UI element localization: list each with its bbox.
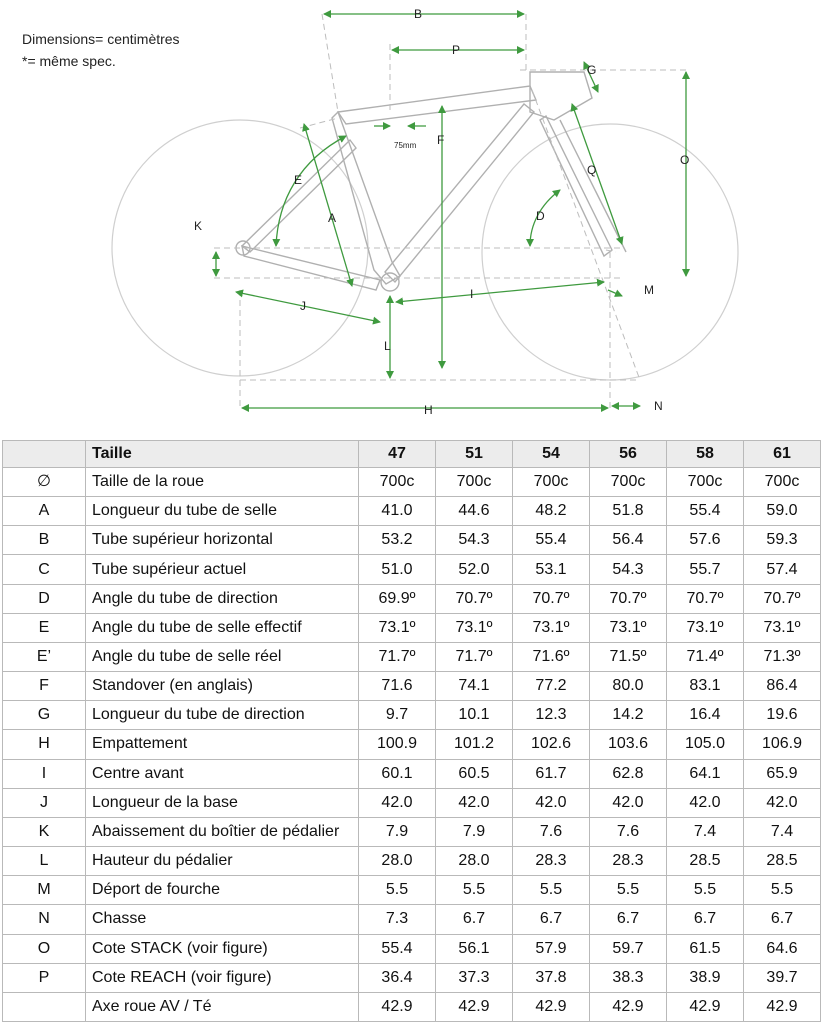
- header-label: Taille: [86, 441, 359, 468]
- row-value: 9.7: [359, 701, 436, 730]
- row-label: Centre avant: [86, 759, 359, 788]
- row-value: 28.3: [513, 847, 590, 876]
- row-value: 44.6: [436, 497, 513, 526]
- table-row: [3, 701, 821, 730]
- row-value: 6.7: [744, 905, 821, 934]
- row-code: [3, 992, 86, 1021]
- header-size: 56: [590, 441, 667, 468]
- row-label: Standover (en anglais): [86, 672, 359, 701]
- row-value: 65.9: [744, 759, 821, 788]
- row-label: Axe roue AV / Té: [86, 992, 359, 1021]
- label-m: M: [644, 283, 654, 297]
- row-value: 102.6: [513, 730, 590, 759]
- row-value: 71.3º: [744, 642, 821, 671]
- row-value: 69.9º: [359, 584, 436, 613]
- row-code: K: [3, 817, 86, 846]
- row-value: 73.1º: [590, 613, 667, 642]
- label-a: A: [328, 211, 337, 225]
- table-row: [3, 788, 821, 817]
- row-value: 7.6: [513, 817, 590, 846]
- row-value: 5.5: [744, 876, 821, 905]
- bike-geometry-diagram: [0, 0, 821, 430]
- label-k: K: [194, 219, 203, 233]
- row-value: 60.5: [436, 759, 513, 788]
- row-value: 6.7: [590, 905, 667, 934]
- row-value: 59.3: [744, 526, 821, 555]
- row-value: 5.5: [667, 876, 744, 905]
- row-value: 70.7º: [744, 584, 821, 613]
- row-value: 73.1º: [436, 613, 513, 642]
- table-header-row: [3, 441, 821, 468]
- row-value: 5.5: [513, 876, 590, 905]
- row-value: 36.4: [359, 963, 436, 992]
- row-value: 42.9: [513, 992, 590, 1021]
- row-label: Empattement: [86, 730, 359, 759]
- geometry-table: [2, 440, 821, 1022]
- row-code: E’: [3, 642, 86, 671]
- row-label: Angle du tube de selle réel: [86, 642, 359, 671]
- row-label: Angle du tube de selle effectif: [86, 613, 359, 642]
- row-code: E: [3, 613, 86, 642]
- label-f: F: [437, 133, 445, 147]
- row-value: 86.4: [744, 672, 821, 701]
- row-value: 64.1: [667, 759, 744, 788]
- row-value: 5.5: [590, 876, 667, 905]
- row-value: 73.1º: [513, 613, 590, 642]
- row-value: 74.1: [436, 672, 513, 701]
- row-value: 42.0: [513, 788, 590, 817]
- row-code: N: [3, 905, 86, 934]
- row-value: 14.2: [590, 701, 667, 730]
- label-q: Q: [587, 163, 597, 177]
- row-value: 57.9: [513, 934, 590, 963]
- row-value: 73.1º: [744, 613, 821, 642]
- row-code: J: [3, 788, 86, 817]
- row-value: 59.0: [744, 497, 821, 526]
- row-value: 12.3: [513, 701, 590, 730]
- header-size: 54: [513, 441, 590, 468]
- row-value: 41.0: [359, 497, 436, 526]
- row-value: 28.3: [590, 847, 667, 876]
- label-h: H: [424, 403, 433, 417]
- row-value: 55.4: [513, 526, 590, 555]
- label-j: J: [300, 299, 306, 313]
- row-code: D: [3, 584, 86, 613]
- row-value: 700c: [667, 468, 744, 497]
- row-value: 70.7º: [436, 584, 513, 613]
- row-value: 61.5: [667, 934, 744, 963]
- row-value: 80.0: [590, 672, 667, 701]
- label-e: E: [294, 173, 303, 187]
- row-label: Longueur du tube de direction: [86, 701, 359, 730]
- row-value: 7.4: [667, 817, 744, 846]
- row-value: 42.0: [744, 788, 821, 817]
- row-label: Longueur de la base: [86, 788, 359, 817]
- row-value: 83.1: [667, 672, 744, 701]
- dim-d-arc: [530, 190, 560, 246]
- row-code: L: [3, 847, 86, 876]
- row-code: C: [3, 555, 86, 584]
- row-value: 55.4: [667, 497, 744, 526]
- table-row: [3, 468, 821, 497]
- row-value: 53.1: [513, 555, 590, 584]
- row-value: 42.9: [359, 992, 436, 1021]
- row-value: 71.7º: [436, 642, 513, 671]
- row-value: 100.9: [359, 730, 436, 759]
- table-row: [3, 876, 821, 905]
- row-code: A: [3, 497, 86, 526]
- row-value: 16.4: [667, 701, 744, 730]
- row-value: 71.4º: [667, 642, 744, 671]
- row-value: 73.1º: [667, 613, 744, 642]
- header-size: 51: [436, 441, 513, 468]
- row-value: 42.9: [667, 992, 744, 1021]
- row-value: 5.5: [436, 876, 513, 905]
- row-value: 71.6: [359, 672, 436, 701]
- row-value: 38.9: [667, 963, 744, 992]
- row-label: Chasse: [86, 905, 359, 934]
- dim-a-arrow: [304, 124, 352, 286]
- row-code: ∅: [3, 468, 86, 497]
- row-code: H: [3, 730, 86, 759]
- row-value: 70.7º: [590, 584, 667, 613]
- row-value: 60.1: [359, 759, 436, 788]
- row-value: 56.1: [436, 934, 513, 963]
- row-value: 51.8: [590, 497, 667, 526]
- table-row: [3, 847, 821, 876]
- row-value: 64.6: [744, 934, 821, 963]
- row-value: 70.7º: [667, 584, 744, 613]
- label-g: G: [587, 63, 597, 77]
- row-value: 6.7: [436, 905, 513, 934]
- row-value: 42.0: [359, 788, 436, 817]
- header-size: 58: [667, 441, 744, 468]
- table-row: [3, 584, 821, 613]
- same-spec-note: *= même spec.: [22, 53, 116, 69]
- row-value: 56.4: [590, 526, 667, 555]
- label-n: N: [654, 399, 663, 413]
- row-value: 39.7: [744, 963, 821, 992]
- row-value: 28.0: [359, 847, 436, 876]
- table-row: [3, 730, 821, 759]
- row-value: 7.6: [590, 817, 667, 846]
- row-value: 42.0: [436, 788, 513, 817]
- row-value: 71.6º: [513, 642, 590, 671]
- row-value: 57.4: [744, 555, 821, 584]
- row-label: Abaissement du boîtier de pédalier: [86, 817, 359, 846]
- row-value: 48.2: [513, 497, 590, 526]
- row-value: 54.3: [590, 555, 667, 584]
- row-code: G: [3, 701, 86, 730]
- table-row: [3, 905, 821, 934]
- row-label: Déport de fourche: [86, 876, 359, 905]
- row-label: Cote STACK (voir figure): [86, 934, 359, 963]
- dim-i-arrow: [396, 282, 604, 302]
- row-value: 19.6: [744, 701, 821, 730]
- row-value: 700c: [436, 468, 513, 497]
- row-code: P: [3, 963, 86, 992]
- row-value: 700c: [744, 468, 821, 497]
- row-value: 101.2: [436, 730, 513, 759]
- row-value: 59.7: [590, 934, 667, 963]
- row-value: 61.7: [513, 759, 590, 788]
- table-row: [3, 817, 821, 846]
- row-label: Longueur du tube de selle: [86, 497, 359, 526]
- row-value: 105.0: [667, 730, 744, 759]
- row-value: 7.9: [436, 817, 513, 846]
- row-value: 7.4: [744, 817, 821, 846]
- table-row: [3, 672, 821, 701]
- row-value: 700c: [513, 468, 590, 497]
- label-o: O: [680, 153, 690, 167]
- row-value: 28.0: [436, 847, 513, 876]
- row-value: 7.3: [359, 905, 436, 934]
- table-row: [3, 934, 821, 963]
- row-label: Angle du tube de direction: [86, 584, 359, 613]
- row-value: 106.9: [744, 730, 821, 759]
- units-note: Dimensions= centimètres: [22, 31, 180, 47]
- table-row: [3, 759, 821, 788]
- row-value: 62.8: [590, 759, 667, 788]
- table-row: [3, 497, 821, 526]
- row-label: Hauteur du pédalier: [86, 847, 359, 876]
- table-row: [3, 555, 821, 584]
- row-label: Taille de la roue: [86, 468, 359, 497]
- row-value: 28.5: [667, 847, 744, 876]
- row-code: F: [3, 672, 86, 701]
- row-value: 6.7: [513, 905, 590, 934]
- label-d: D: [536, 209, 545, 223]
- table-row: [3, 613, 821, 642]
- row-value: 6.7: [667, 905, 744, 934]
- row-label: Tube supérieur horizontal: [86, 526, 359, 555]
- row-value: 10.1: [436, 701, 513, 730]
- row-value: 103.6: [590, 730, 667, 759]
- table-row: [3, 642, 821, 671]
- table-row: [3, 526, 821, 555]
- row-code: I: [3, 759, 86, 788]
- row-label: Tube supérieur actuel: [86, 555, 359, 584]
- row-value: 71.7º: [359, 642, 436, 671]
- label-l: L: [384, 339, 391, 353]
- row-value: 38.3: [590, 963, 667, 992]
- header-size: 61: [744, 441, 821, 468]
- label-b: B: [414, 7, 423, 21]
- header-size: 47: [359, 441, 436, 468]
- label-i: I: [470, 287, 474, 301]
- row-value: 52.0: [436, 555, 513, 584]
- row-value: 700c: [590, 468, 667, 497]
- row-value: 42.9: [590, 992, 667, 1021]
- row-code: M: [3, 876, 86, 905]
- row-value: 5.5: [359, 876, 436, 905]
- table-row: [3, 992, 821, 1021]
- row-value: 70.7º: [513, 584, 590, 613]
- row-value: 37.3: [436, 963, 513, 992]
- dimension-arrows: [216, 14, 686, 408]
- row-value: 7.9: [359, 817, 436, 846]
- row-label: Cote REACH (voir figure): [86, 963, 359, 992]
- row-value: 700c: [359, 468, 436, 497]
- label-75mm: 75mm: [394, 141, 417, 150]
- row-value: 51.0: [359, 555, 436, 584]
- header-code: [3, 441, 86, 468]
- row-value: 28.5: [744, 847, 821, 876]
- row-code: O: [3, 934, 86, 963]
- row-value: 37.8: [513, 963, 590, 992]
- row-value: 53.2: [359, 526, 436, 555]
- row-code: B: [3, 526, 86, 555]
- row-value: 71.5º: [590, 642, 667, 671]
- row-value: 55.4: [359, 934, 436, 963]
- label-p: P: [452, 43, 461, 57]
- row-value: 73.1º: [359, 613, 436, 642]
- row-value: 55.7: [667, 555, 744, 584]
- row-value: 57.6: [667, 526, 744, 555]
- row-value: 42.0: [590, 788, 667, 817]
- table-row: [3, 963, 821, 992]
- row-value: 77.2: [513, 672, 590, 701]
- row-value: 42.0: [667, 788, 744, 817]
- row-value: 54.3: [436, 526, 513, 555]
- row-value: 42.9: [436, 992, 513, 1021]
- row-value: 42.9: [744, 992, 821, 1021]
